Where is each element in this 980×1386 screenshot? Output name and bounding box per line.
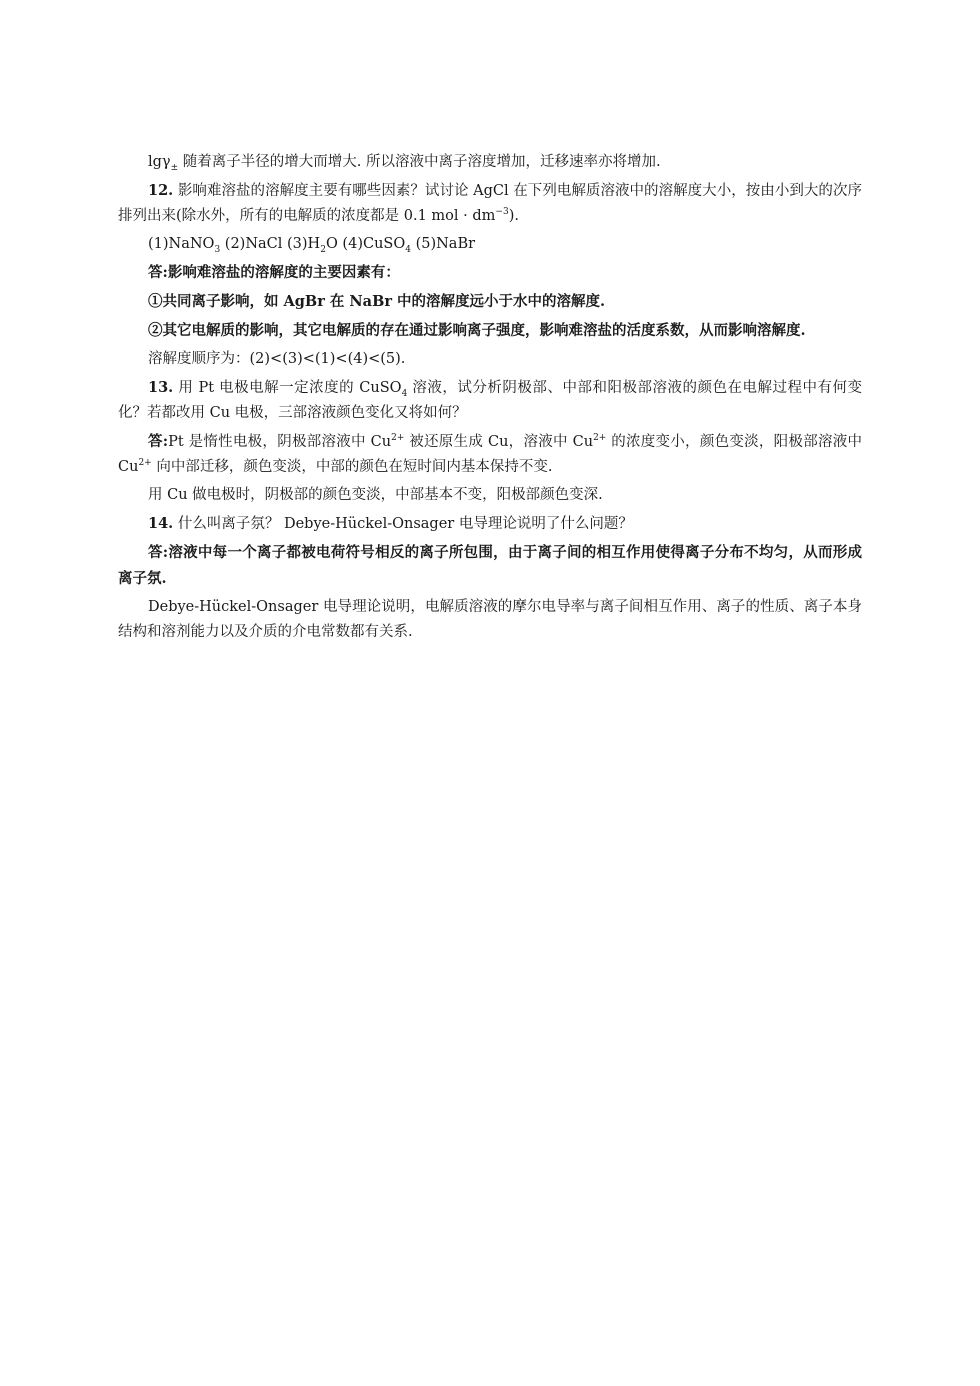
answer-text: ①共同离子影响，如 AgBr 在 NaBr 中的溶解度远小于水中的溶解度. [148,293,606,310]
answer-14-part-2 [118,595,862,645]
answer-12-point-1 [118,289,862,315]
answer-text: 的浓度变小，颜色变淡，阳极部溶液中 Cu [118,434,862,475]
superscript: 2+ [391,433,405,444]
option: (2)NaCl (3)H [220,236,321,252]
answer-text: 溶液中每一个离子都被电荷符号相反的离子所包围，由于离子间的相互作用使得离子分布不均匀，从而形成离子氛. [118,544,862,587]
question-number: 14. [148,515,174,532]
answer-text: 向中部迁移，颜色变淡，中部的颜色在短时间内基本保持不变. [151,459,553,475]
answer-label: 答: [148,544,169,561]
question-text: 用 Pt 电极电解一定浓度的 CuSO [173,380,402,396]
subscript: ± [170,162,179,173]
document-page [118,150,862,645]
answer-13 [118,429,862,480]
question-14 [118,511,862,537]
question-text: 影响难溶盐的溶解度主要有哪些因素？试讨论 AgCl 在下列电解质溶液中的溶解度大小，按由小到大的次序排列出来(除水外，所有的电解质的浓度都是 0.1 mol · dm [118,183,862,224]
answer-text: 用 Cu 做电极时，阴极部的颜色变淡，中部基本不变，阳极部颜色变深. [148,487,603,503]
superscript: 2+ [593,433,607,444]
subscript: 3 [214,244,221,255]
subscript: 4 [405,244,411,255]
subscript: 4 [401,388,408,399]
answer-label: 答: [148,433,169,450]
answer-13-part-2 [118,483,862,508]
answer-text: 溶解度顺序为：(2)<(3)<(1)<(4)<(5). [148,351,406,367]
superscript: −3 [495,207,509,218]
question-text: ). [508,208,519,224]
answer-text: 被还原生成 Cu，溶液中 Cu [404,434,594,450]
question-number: 12. [148,182,174,199]
option: (5)NaBr [410,236,476,252]
answer-12-point-2 [118,318,862,344]
answer-label: 答: [148,264,168,281]
question-text: 溶液，试分析阴极部、中部和阳极部溶液的颜色在电解过程中有何变化？若都改用 Cu 电极，三部溶液颜色变化又将如何？ [118,380,862,421]
answer-text: Pt 是惰性电极，阴极部溶液中 Cu [168,434,392,450]
answer-12-order [118,347,862,372]
subscript: 2 [320,244,326,255]
option: (1)NaNO [148,236,215,252]
answer-12 [118,260,862,286]
superscript: 2+ [138,458,152,469]
option: O (4)CuSO [325,236,406,252]
answer-text: 影响难溶盐的溶解度的主要因素有： [167,264,400,281]
question-13 [118,375,862,426]
answer-text: ②其它电解质的影响，其它电解质的存在通过影响离子强度，影响难溶盐的活度系数，从而影响溶解度. [148,322,806,339]
question-number: 13. [148,379,174,396]
text: lgγ [148,154,171,170]
question-12 [118,178,862,229]
answer-14 [118,540,862,592]
question-text: 什么叫离子氛？ Debye-Hückel-Onsager 电导理论说明了什么问题？ [173,516,633,532]
answer-text: Debye-Hückel-Onsager 电导理论说明，电解质溶液的摩尔电导率与离子间相互作用、离子的性质、离子本身结构和溶剂能力以及介质的介电常数都有关系. [118,599,862,640]
paragraph-intro [118,150,862,175]
question-12-options [118,232,862,257]
text: 随着离子半径的增大而增大. 所以溶液中离子溶度增加，迁移速率亦将增加. [178,154,661,170]
